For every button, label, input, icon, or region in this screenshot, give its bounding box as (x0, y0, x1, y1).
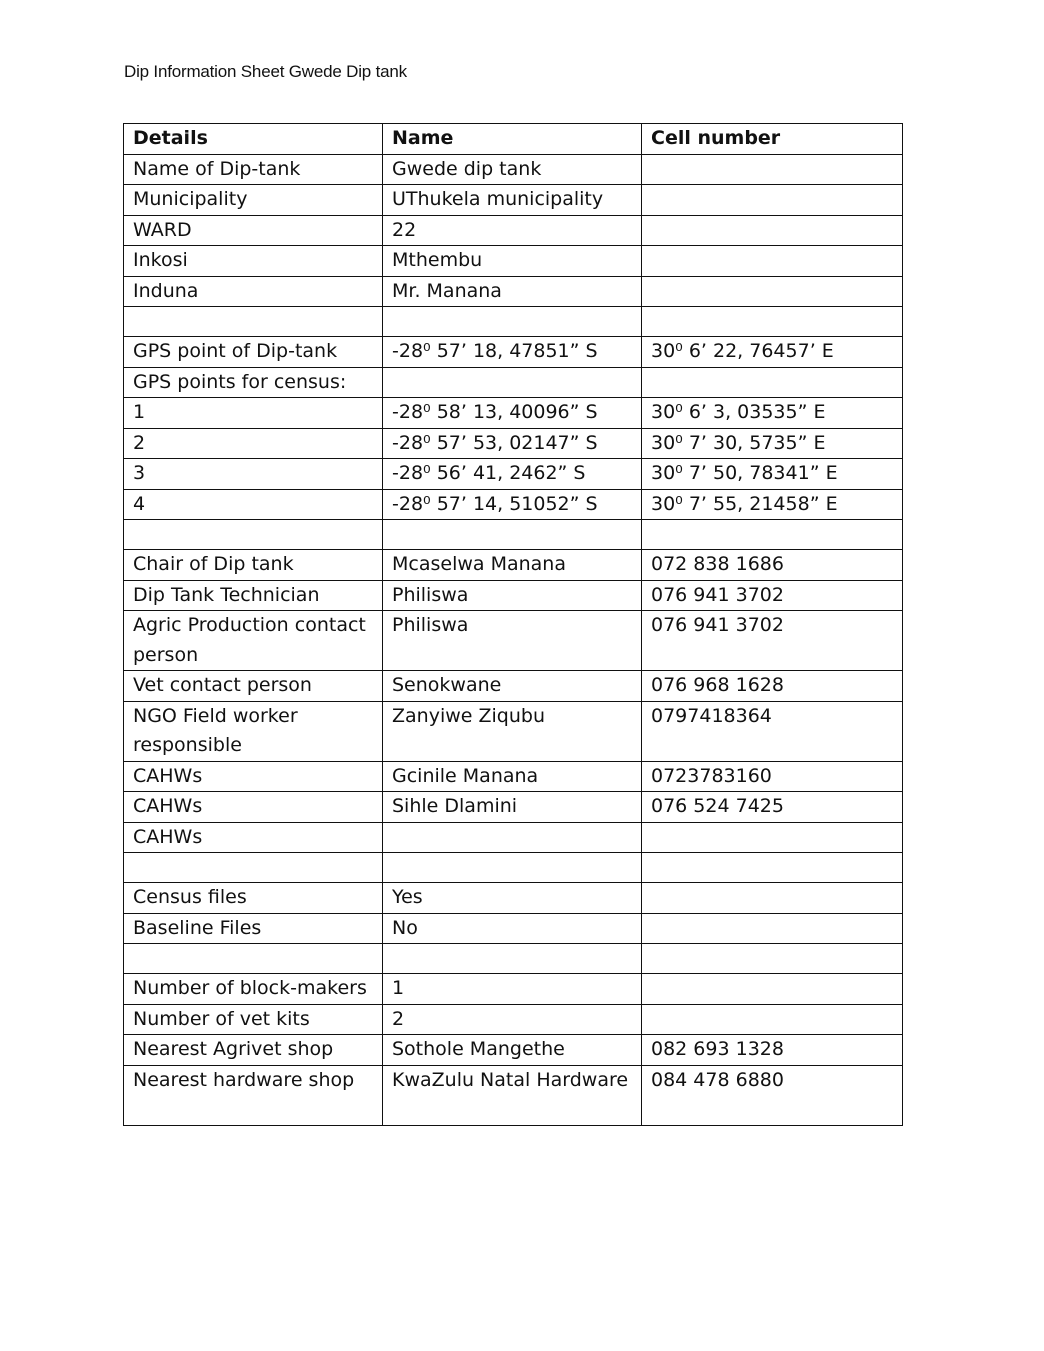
name-cell: No (383, 913, 642, 944)
cell-number-cell (642, 883, 903, 914)
table-row (124, 276, 903, 307)
table-row (124, 974, 903, 1005)
cell-number-cell (642, 822, 903, 853)
detail-cell: Induna (124, 276, 383, 307)
table-row-spacer (124, 307, 903, 337)
table-header-row (124, 124, 903, 155)
header-details: Details (124, 124, 383, 155)
cell-number-cell (642, 367, 903, 398)
table-row (124, 792, 903, 823)
cell-number-cell: 076 968 1628 (642, 671, 903, 702)
detail-cell (124, 520, 383, 550)
cell-number-cell (642, 276, 903, 307)
table-row (124, 428, 903, 459)
detail-cell: WARD (124, 215, 383, 246)
detail-cell: 3 (124, 459, 383, 490)
name-cell: 22 (383, 215, 642, 246)
name-cell (383, 822, 642, 853)
detail-cell: CAHWs (124, 792, 383, 823)
detail-cell (124, 307, 383, 337)
detail-cell: Chair of Dip tank (124, 550, 383, 581)
table-row (124, 489, 903, 520)
document-title: Dip Information Sheet Gwede Dip tank (124, 62, 407, 81)
cell-number-cell (642, 974, 903, 1005)
cell-number-cell (642, 154, 903, 185)
table-row (124, 761, 903, 792)
name-cell: 2 (383, 1004, 642, 1035)
name-cell: Philiswa (383, 611, 642, 671)
table-row (124, 1004, 903, 1035)
detail-cell: CAHWs (124, 822, 383, 853)
cell-number-cell (642, 853, 903, 883)
header-cell-number: Cell number (642, 124, 903, 155)
table-row (124, 701, 903, 761)
detail-cell: GPS points for census: (124, 367, 383, 398)
cell-number-cell: 30⁰ 7’ 30, 5735” E (642, 428, 903, 459)
name-cell: KwaZulu Natal Hardware (383, 1065, 642, 1125)
cell-number-cell: 0723783160 (642, 761, 903, 792)
name-cell: -28⁰ 56’ 41, 2462” S (383, 459, 642, 490)
table-row (124, 215, 903, 246)
name-cell: Yes (383, 883, 642, 914)
name-cell: Gwede dip tank (383, 154, 642, 185)
detail-cell: Nearest hardware shop (124, 1065, 383, 1125)
table-row (124, 185, 903, 216)
name-cell: UThukela municipality (383, 185, 642, 216)
table-row (124, 913, 903, 944)
cell-number-cell (642, 520, 903, 550)
name-cell: -28⁰ 58’ 13, 40096” S (383, 398, 642, 429)
name-cell: Senokwane (383, 671, 642, 702)
dip-info-table (123, 123, 903, 1126)
table-row (124, 611, 903, 671)
cell-number-cell: 072 838 1686 (642, 550, 903, 581)
cell-number-cell (642, 1004, 903, 1035)
table-row (124, 246, 903, 277)
cell-number-cell (642, 246, 903, 277)
detail-cell: Census files (124, 883, 383, 914)
table-row (124, 154, 903, 185)
cell-number-cell (642, 307, 903, 337)
table-row (124, 367, 903, 398)
detail-cell (124, 944, 383, 974)
name-cell: Mr. Manana (383, 276, 642, 307)
name-cell (383, 520, 642, 550)
table-row-spacer (124, 944, 903, 974)
cell-number-cell: 30⁰ 7’ 55, 21458” E (642, 489, 903, 520)
name-cell (383, 367, 642, 398)
cell-number-cell: 30⁰ 6’ 3, 03535” E (642, 398, 903, 429)
detail-cell: 1 (124, 398, 383, 429)
cell-number-cell: 0797418364 (642, 701, 903, 761)
name-cell: Philiswa (383, 580, 642, 611)
name-cell: -28⁰ 57’ 14, 51052” S (383, 489, 642, 520)
name-cell: Sothole Mangethe (383, 1035, 642, 1066)
cell-number-cell: 076 941 3702 (642, 611, 903, 671)
table-row (124, 580, 903, 611)
name-cell (383, 944, 642, 974)
detail-cell: 4 (124, 489, 383, 520)
name-cell (383, 853, 642, 883)
table-row-spacer (124, 853, 903, 883)
cell-number-cell: 076 941 3702 (642, 580, 903, 611)
detail-cell: Inkosi (124, 246, 383, 277)
name-cell: -28⁰ 57’ 53, 02147” S (383, 428, 642, 459)
detail-cell: Dip Tank Technician (124, 580, 383, 611)
detail-cell: Number of block-makers (124, 974, 383, 1005)
cell-number-cell: 084 478 6880 (642, 1065, 903, 1125)
detail-cell (124, 853, 383, 883)
cell-number-cell (642, 913, 903, 944)
cell-number-cell (642, 944, 903, 974)
table-row (124, 1035, 903, 1066)
name-cell: Mthembu (383, 246, 642, 277)
detail-cell: Name of Dip-tank (124, 154, 383, 185)
table-row-spacer (124, 520, 903, 550)
detail-cell: Municipality (124, 185, 383, 216)
table-row (124, 398, 903, 429)
name-cell: Gcinile Manana (383, 761, 642, 792)
cell-number-cell: 076 524 7425 (642, 792, 903, 823)
name-cell: Mcaselwa Manana (383, 550, 642, 581)
table-row (124, 550, 903, 581)
name-cell: Zanyiwe Ziqubu (383, 701, 642, 761)
detail-cell: 2 (124, 428, 383, 459)
detail-cell: NGO Field worker responsible (124, 701, 383, 761)
name-cell (383, 307, 642, 337)
name-cell: -28⁰ 57’ 18, 47851” S (383, 337, 642, 368)
table-row (124, 883, 903, 914)
table-row (124, 671, 903, 702)
cell-number-cell: 082 693 1328 (642, 1035, 903, 1066)
cell-number-cell: 30⁰ 7’ 50, 78341” E (642, 459, 903, 490)
name-cell: Sihle Dlamini (383, 792, 642, 823)
name-cell: 1 (383, 974, 642, 1005)
table-row (124, 459, 903, 490)
cell-number-cell (642, 185, 903, 216)
cell-number-cell (642, 215, 903, 246)
detail-cell: Number of vet kits (124, 1004, 383, 1035)
table-row (124, 337, 903, 368)
detail-cell: Baseline Files (124, 913, 383, 944)
detail-cell: Nearest Agrivet shop (124, 1035, 383, 1066)
detail-cell: Agric Production contact person (124, 611, 383, 671)
table-row (124, 1065, 903, 1125)
table-row (124, 822, 903, 853)
detail-cell: Vet contact person (124, 671, 383, 702)
detail-cell: GPS point of Dip-tank (124, 337, 383, 368)
detail-cell: CAHWs (124, 761, 383, 792)
cell-number-cell: 30⁰ 6’ 22, 76457’ E (642, 337, 903, 368)
header-name: Name (383, 124, 642, 155)
